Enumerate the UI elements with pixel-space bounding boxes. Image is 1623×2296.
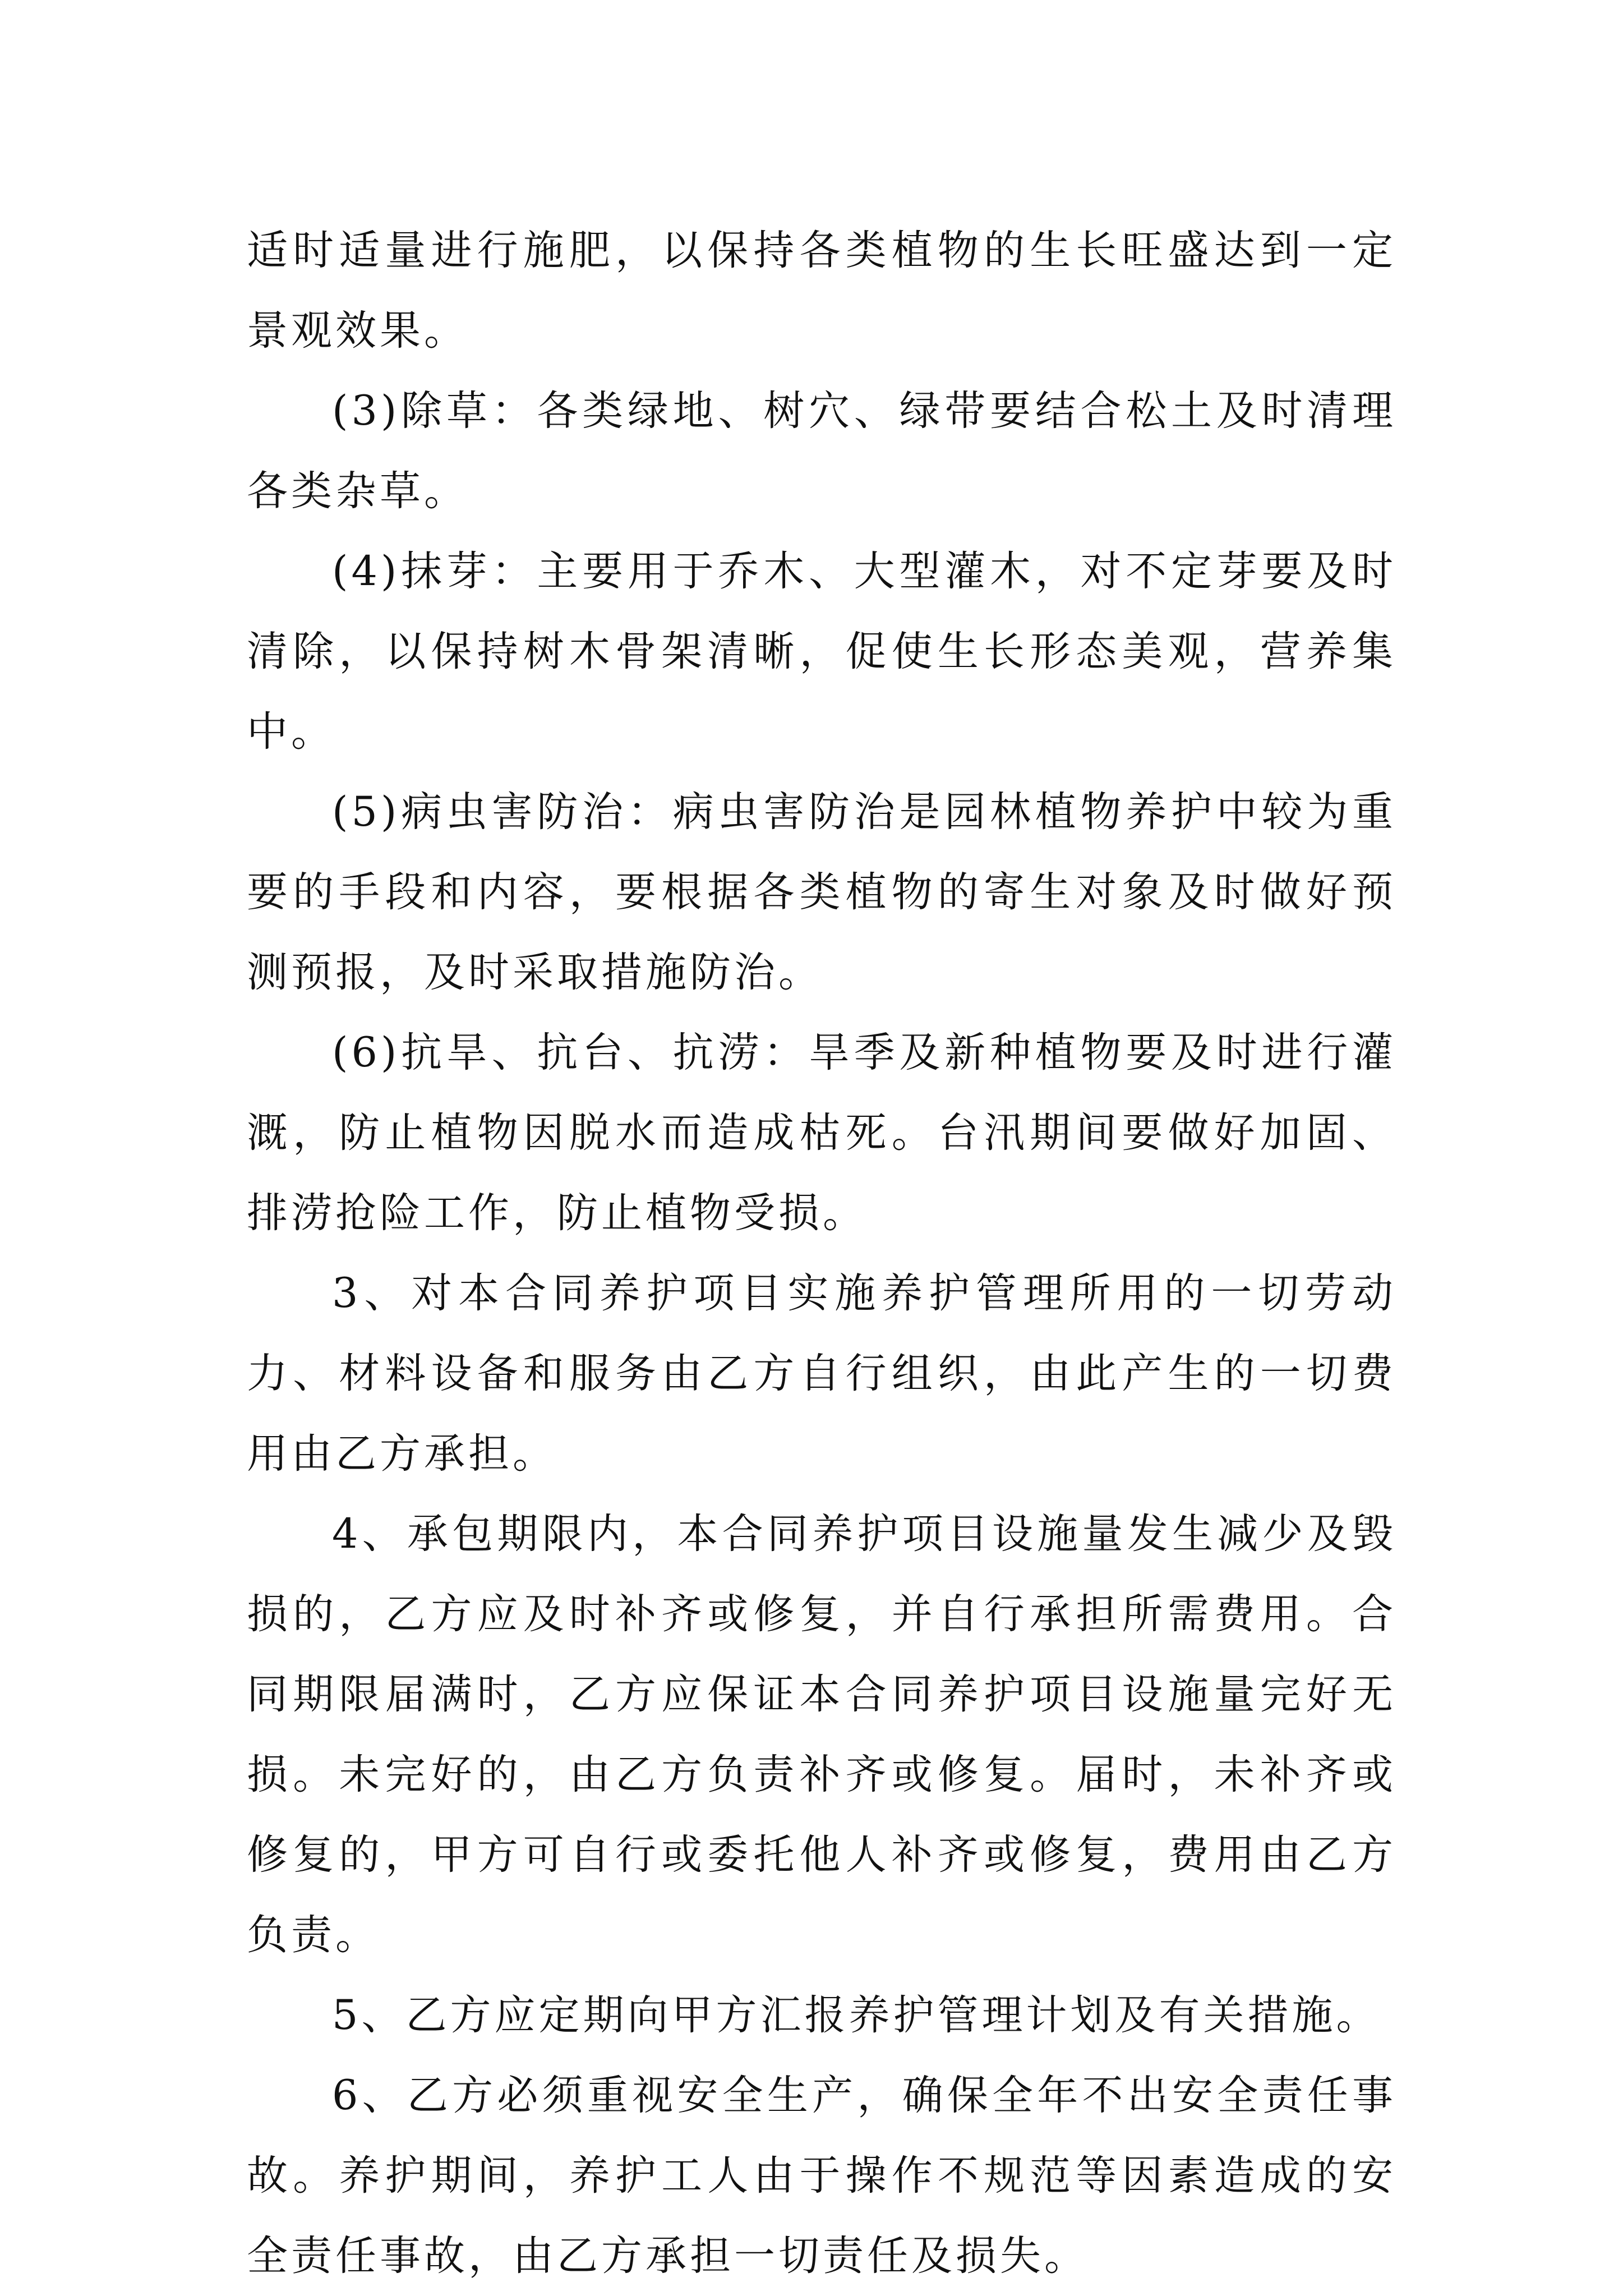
paragraph-clause-3: 3、对本合同养护项目实施养护管理所用的一切劳动力、材料设备和服务由乙方自行组织，由此产生的一切费用由乙方承担。 [247,1269,1396,1478]
paragraph-weeding: (3)除草：各类绿地、树穴、绿带要结合松土及时清理各类杂草。 [247,387,1396,515]
paragraph-continuation-fertilizing: 适时适量进行施肥，以保持各类植物的生长旺盛达到一定景观效果。 [247,227,1396,355]
paragraph-clause-6: 6、乙方必须重视安全生产，确保全年不出安全责任事故。养护期间，养护工人由于操作不规范等因素造成的安全责任事故，由乙方承担一切责任及损失。 [247,2072,1396,2280]
paragraph-drought-typhoon-flood: (6)抗旱、抗台、抗涝：旱季及新种植物要及时进行灌溉，防止植物因脱水而造成枯死。台汛期间要做好加固、排涝抢险工作，防止植物受损。 [247,1029,1396,1237]
paragraph-bud-removal: (4)抹芽：主要用于乔木、大型灌木，对不定芽要及时清除，以保持树木骨架清晰，促使生长形态美观，营养集中。 [247,547,1396,756]
paragraph-pest-control: (5)病虫害防治：病虫害防治是园林植物养护中较为重要的手段和内容，要根据各类植物的寄生对象及时做好预测预报，及时采取措施防治。 [247,788,1396,996]
paragraph-clause-4: 4、承包期限内，本合同养护项目设施量发生减少及毁损的，乙方应及时补齐或修复，并自行承担所需费用。合同期限届满时，乙方应保证本合同养护项目设施量完好无损。未完好的，由乙方负责补齐或修复。届时，未补齐或修复的，甲方可自行或委托他人补齐或修复，费用由乙方负责。 [247,1510,1396,1959]
document-body [247,210,1396,2296]
paragraph-clause-5: 5、乙方应定期向甲方汇报养护管理计划及有关措施。 [332,1991,1381,2039]
